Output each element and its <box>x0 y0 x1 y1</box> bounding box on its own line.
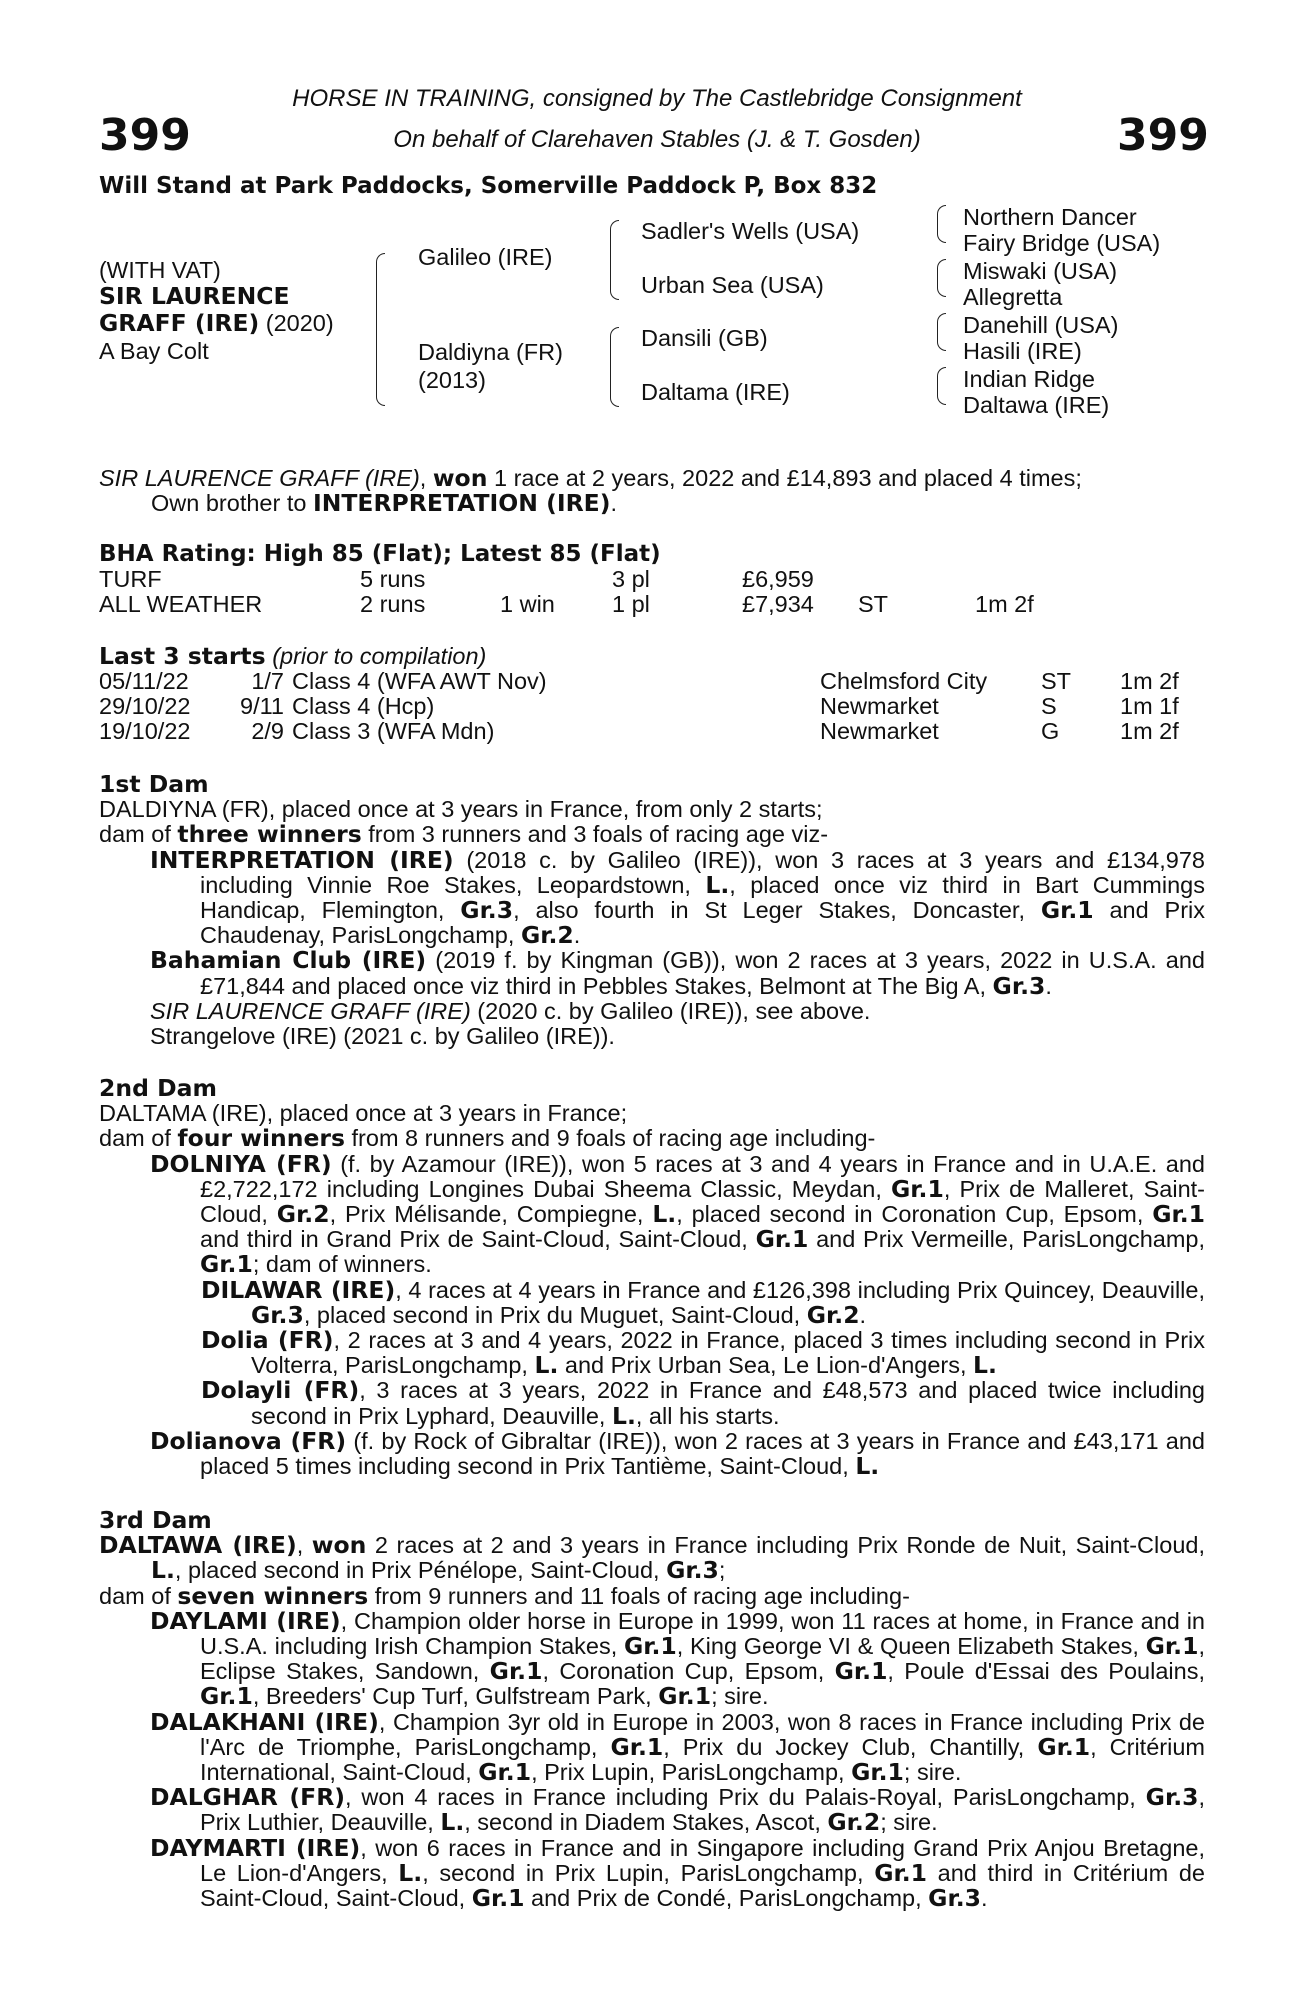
pedigree-dds: Indian Ridge <box>963 366 1095 392</box>
second-dam-dam-of: dam of four winners from 8 runners and 9 foals of racing age including- <box>99 1124 876 1153</box>
start-dist-cell: 1m 1f <box>1120 693 1179 719</box>
start-dist-cell: 1m 2f <box>1120 668 1179 694</box>
start-race-cell: Class 4 (Hcp) <box>292 693 435 719</box>
start-date-cell: 05/11/22 <box>99 668 189 694</box>
produce-name: Bahamian Club (IRE) <box>150 946 427 975</box>
produce-name: DAYLAMI (IRE) <box>150 1606 341 1635</box>
vat-note: (WITH VAT) <box>99 257 221 283</box>
first-dam-intro: DALDIYNA (FR), placed once at 3 years in France, from only 2 starts; <box>99 796 823 823</box>
first-dam-produce-1: INTERPRETATION (IRE) (2018 c. by Galileo (IRE)), won 3 races at 3 years and £134,978 including Vinnie Roe Stakes, Leopardstown, L., placed once viz third in Bart Cummings Handicap, Flemington, Gr.3, also fourth in St Leger Stakes, Doncaster, Gr.1 and Prix Chaudenay, ParisLongchamp, Gr.2. <box>150 845 1205 950</box>
third-dam-heading: 3rd Dam <box>99 1506 212 1534</box>
summary-text1: 1 race at 2 years, 2022 and £14,893 and placed 4 times; <box>487 465 1082 491</box>
horse-name-line1: SIR LAURENCE <box>99 282 290 310</box>
third-dam-dam-of: dam of seven winners from 9 runners and 11 foals of racing age including- <box>99 1581 910 1610</box>
pedigree-dsd: Hasili (IRE) <box>963 338 1082 364</box>
rating-surface-cell: ALL WEATHER <box>99 591 263 617</box>
produce-name: DOLNIYA (FR) <box>150 1149 332 1178</box>
third-dam-produce-1: DAYLAMI (IRE), Champion older horse in Europe in 1999, won 11 races at home, in France and in U.S.A. including Irish Champion Stakes, Gr.1, King George VI & Queen Elizabeth Stakes, Gr.1, Eclipse Stakes, Sandown, Gr.1, Coronation Cup, Epsom, Gr.1, Poule d'Essai des Poulains, Gr.1, Breeders' Cup Turf, Gulfstream Park, Gr.1; sire. <box>150 1606 1205 1711</box>
produce-name: DILAWAR (IRE) <box>201 1275 396 1304</box>
start-going-cell: G <box>1041 718 1060 744</box>
last-starts-heading: Last 3 starts <box>99 642 266 670</box>
produce-name: Dolia (FR) <box>201 1326 334 1355</box>
pedigree-dam-year: (2013) <box>418 367 486 393</box>
produce-name: Dolianova (FR) <box>150 1426 347 1455</box>
produce-name: INTERPRETATION (IRE) <box>150 845 454 874</box>
pedigree-dam: Daldiyna (FR) <box>418 339 563 365</box>
pedigree-dam-sire: Dansili (GB) <box>641 325 768 351</box>
horse-name-line2 <box>99 311 334 336</box>
pedigree-dam-dam: Daltama (IRE) <box>641 379 790 405</box>
rating-pl-cell: 1 pl <box>612 591 650 617</box>
rating-going-cell: ST <box>858 591 889 617</box>
start-course-cell: Newmarket <box>820 693 939 719</box>
first-dam-produce-3: SIR LAURENCE GRAFF (IRE) (2020 c. by Galileo (IRE)), see above. <box>150 997 871 1024</box>
rating-wins-cell: 1 win <box>500 591 555 617</box>
pedigree-sss: Northern Dancer <box>963 204 1137 230</box>
rating-surface-cell: TURF <box>99 566 162 592</box>
summary-brother: INTERPRETATION (IRE) <box>312 489 611 518</box>
third-dam-produce-2: DALAKHANI (IRE), Champion 3yr old in Europe in 2003, won 8 races in France including Prix de l'Arc de Triomphe, ParisLongchamp, Gr.1, Prix du Jockey Club, Chantilly, Gr.1, Critérium International, Saint-Cloud, Gr.1, Prix Lupin, ParisLongchamp, Gr.1; sire. <box>150 1707 1206 1787</box>
third-dam-produce-4: DAYMARTI (IRE), won 6 races in France and in Singapore including Grand Prix Anjou Bretagne, Le Lion-d'Angers, L., second in Prix Lupin, ParisLongchamp, Gr.1 and third in Critérium de Saint-Cloud, Saint-Cloud, Gr.1 and Prix de Condé, ParisLongchamp, Gr.3. <box>150 1833 1206 1913</box>
start-going-cell: S <box>1041 693 1057 719</box>
rating-pl-cell: 3 pl <box>612 566 650 592</box>
third-dam-intro: DALTAWA (IRE), won 2 races at 2 and 3 years in France including Prix Ronde de Nuit, Saint-Cloud, L., placed second in Prix Pénélope, Saint-Cloud, Gr.3; <box>99 1531 1205 1585</box>
lot-number-right: 399 <box>1117 110 1209 161</box>
pedigree-sdd: Allegretta <box>963 284 1063 310</box>
summary-won: won <box>432 464 488 492</box>
lot-number-left: 399 <box>99 110 191 161</box>
rating-runs-cell: 2 runs <box>360 591 426 617</box>
stand-location: Will Stand at Park Paddocks, Somerville Paddock P, Box 832 <box>99 173 878 199</box>
start-course-cell: Chelmsford City <box>820 668 988 694</box>
bracket-dam <box>610 327 619 407</box>
third-dam-section <box>99 1508 1205 1911</box>
horse-name-2: GRAFF (IRE) <box>99 309 260 337</box>
second-dam-heading: 2nd Dam <box>99 1074 217 1102</box>
first-dam-dam-of: dam of three winners from 3 runners and 3 foals of racing age viz- <box>99 820 829 849</box>
second-dam-intro: DALTAMA (IRE), placed once at 3 years in France; <box>99 1100 628 1127</box>
summary-text2: Own brother to <box>151 490 313 517</box>
third-dam-produce-3: DALGHAR (FR), won 4 races in France including Prix du Palais-Royal, ParisLongchamp, Gr.3, Prix Luthier, Deauville, L., second in Diadem Stakes, Ascot, Gr.2; sire. <box>150 1783 1206 1837</box>
last-starts-heading-line <box>99 644 486 669</box>
first-dam-produce-2: Bahamian Club (IRE) (2019 f. by Kingman (GB)), won 2 races at 3 years, 2022 in U.S.A. and £71,844 and placed once viz third in Pebbles Stakes, Belmont at The Big A, Gr.3. <box>150 946 1205 1000</box>
start-pos-cell: 1/7 <box>251 668 284 694</box>
pedigree-sire-sire: Sadler's Wells (USA) <box>641 218 860 244</box>
pedigree-sds: Miswaki (USA) <box>963 258 1118 284</box>
pedigree-sire-dam: Urban Sea (USA) <box>641 272 824 298</box>
last-starts-note: (prior to compilation) <box>265 643 487 669</box>
pedigree-ddd: Daltawa (IRE) <box>963 392 1110 418</box>
bha-rating-heading: BHA Rating: High 85 (Flat); Latest 85 (Flat) <box>99 541 661 567</box>
start-race-cell: Class 3 (WFA Mdn) <box>292 718 495 744</box>
first-dam-produce-4: Strangelove (IRE) (2021 c. by Galileo (IRE)). <box>150 1023 615 1050</box>
produce-name: DALAKHANI (IRE) <box>150 1707 379 1736</box>
consignor-line: HORSE IN TRAINING, consigned by The Castlebridge Consignment <box>292 85 1022 112</box>
bracket-sd <box>937 259 946 297</box>
rating-runs-cell: 5 runs <box>360 566 426 592</box>
bracket-ds <box>937 313 946 351</box>
bracket-gen1 <box>376 253 385 406</box>
second-dam-produce-2: Dolianova (FR) (f. by Rock of Gibraltar (IRE)), won 2 races at 3 years in France and £43,171 and placed 5 times including second in Prix Tantième, Saint-Cloud, L. <box>150 1426 1205 1481</box>
start-race-cell: Class 4 (WFA AWT Nov) <box>292 668 547 694</box>
rating-amount-cell: £7,934 <box>742 591 814 617</box>
start-pos-cell: 2/9 <box>251 718 284 744</box>
horse-foaled-year: (2020) <box>259 310 334 336</box>
start-date-cell: 19/10/22 <box>99 718 191 744</box>
second-dam-produce-1: DOLNIYA (FR) (f. by Azamour (IRE)), won 5 races at 3 and 4 years in France and in U.A.E. and £2,722,172 including Longines Dubai Sheema Classic, Meydan, Gr.1, Prix de Malleret, Saint-Cloud, Gr.2, Prix Mélisande, Compiegne, L., placed second in Coronation Cup, Epsom, Gr.1 and third in Grand Prix de Saint-Cloud, Saint-Cloud, Gr.1 and Prix Vermeille, ParisLongchamp, Gr.1; dam of winners. <box>150 1149 1206 1279</box>
bracket-dd <box>937 367 946 405</box>
second-dam-section <box>99 1076 1205 1479</box>
second-dam-grandproduce-3: Dolayli (FR), 3 races at 3 years, 2022 in France and £48,573 and placed twice including second in Prix Lyphard, Deauville, L., all his starts. <box>201 1376 1205 1430</box>
start-date-cell: 29/10/22 <box>99 693 191 719</box>
horse-description: A Bay Colt <box>99 338 209 364</box>
bracket-ss <box>937 205 946 243</box>
produce-name: DAYMARTI (IRE) <box>150 1833 361 1862</box>
start-pos-cell: 9/11 <box>240 693 284 719</box>
start-course-cell: Newmarket <box>820 718 939 744</box>
rating-amount-cell: £6,959 <box>742 566 814 592</box>
on-behalf-line: On behalf of Clarehaven Stables (J. & T. Gosden) <box>393 126 921 153</box>
start-going-cell: ST <box>1041 668 1072 694</box>
start-dist-cell: 1m 2f <box>1120 718 1179 744</box>
produce-name: Dolayli (FR) <box>201 1376 360 1405</box>
first-dam-section <box>99 772 1205 1049</box>
first-dam-heading: 1st Dam <box>99 770 209 798</box>
pedigree-ssd: Fairy Bridge (USA) <box>963 230 1161 256</box>
second-dam-grandproduce-1: DILAWAR (IRE), 4 races at 4 years in France and £126,398 including Prix Quincey, Deauville, Gr.3, placed second in Prix du Muguet, Saint-Cloud, Gr.2. <box>201 1275 1205 1329</box>
race-summary: SIR LAURENCE GRAFF (IRE), won 1 race at 2 years, 2022 and £14,893 and placed 4 times; Own brother to INTERPRETATION (IRE). <box>99 464 1082 518</box>
bracket-sire <box>610 220 619 300</box>
produce-name: DALGHAR (FR) <box>150 1783 346 1812</box>
second-dam-grandproduce-2: Dolia (FR), 2 races at 3 and 4 years, 2022 in France, placed 3 times including second in Prix Volterra, ParisLongchamp, L. and Prix Urban Sea, Le Lion-d'Angers, L. <box>201 1326 1206 1380</box>
pedigree-dss: Danehill (USA) <box>963 312 1119 338</box>
rating-dist-cell: 1m 2f <box>975 591 1034 617</box>
pedigree-sire: Galileo (IRE) <box>418 244 553 270</box>
summary-horse-name: SIR LAURENCE GRAFF (IRE) <box>99 465 420 491</box>
